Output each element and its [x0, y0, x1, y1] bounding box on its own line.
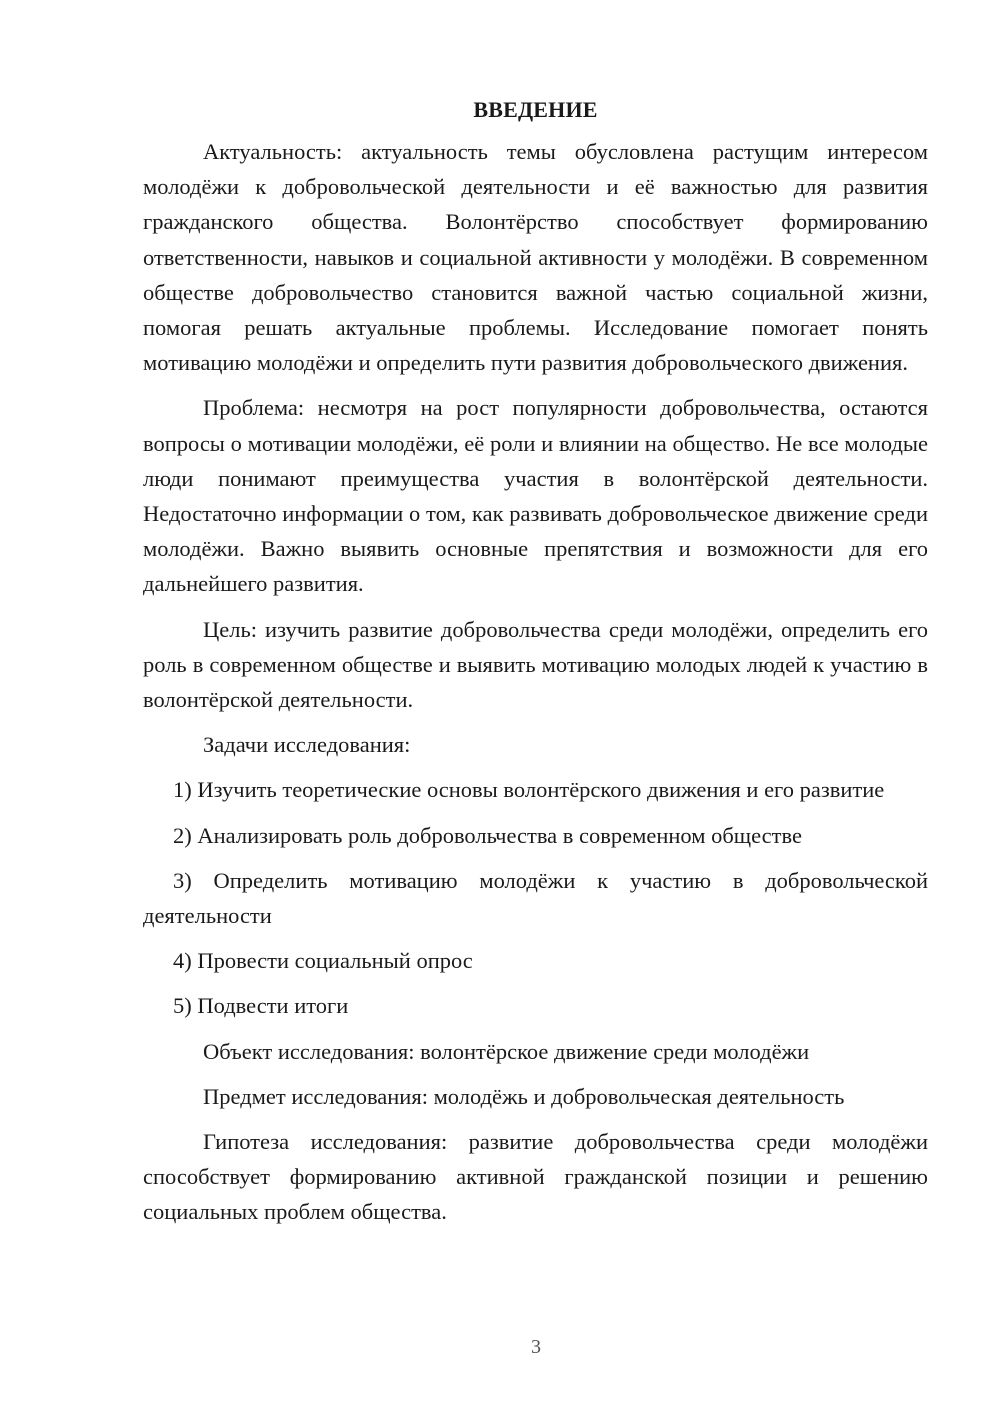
- hypothesis-paragraph: Гипотеза исследования: развитие добровольчества среди молодёжи способствует формированию активной гражданской позиции и решению социальных проблем общества.: [143, 1129, 928, 1225]
- task-item-3: 3) Определить мотивацию молодёжи к участию в добровольческой деятельности: [143, 867, 928, 929]
- task-item-5: 5) Подвести итоги: [173, 993, 349, 1019]
- object-paragraph: Объект исследования: волонтёрское движение среди молодёжи: [203, 1038, 810, 1064]
- page-content: [143, 92, 928, 1240]
- page-title: ВВЕДЕНИЕ: [473, 97, 598, 122]
- task-item-1: 1) Изучить теоретические основы волонтёрского движения и его развитие: [173, 777, 885, 803]
- page-number: 3: [531, 1336, 541, 1358]
- subject-paragraph: Предмет исследования: молодёжь и добровольческая деятельность: [203, 1083, 845, 1109]
- relevance-paragraph: Актуальность: актуальность темы обусловлена растущим интересом молодёжи к добровольческой деятельности и её важностью для развития гражданского общества. Волонтёрство способствует формированию ответственности, навыков и социальной активности у молодёжи. В современном обществе добровольчество становится важной частью социальной жизни, помогая решать актуальные проблемы. Исследование помогает понять мотивацию молодёжи и определить пути развития добровольческого движения.: [143, 139, 928, 376]
- task-item-4: 4) Провести социальный опрос: [173, 948, 473, 974]
- task-item-2: 2) Анализировать роль добровольчества в современном обществе: [173, 822, 802, 848]
- problem-paragraph: Проблема: несмотря на рост популярности добровольчества, остаются вопросы о мотивации молодёжи, её роли и влиянии на общество. Не все молодые люди понимают преимущества участия в волонтёрской деятельности. Недостаточно информации о том, как развивать добровольческое движение среди молодёжи. Важно выявить основные препятствия и возможности для его дальнейшего развития.: [143, 395, 928, 597]
- tasks-heading: Задачи исследования:: [203, 732, 411, 758]
- goal-paragraph: Цель: изучить развитие добровольчества среди молодёжи, определить его роль в современном обществе и выявить мотивацию молодых людей к участию в волонтёрской деятельности.: [143, 616, 928, 713]
